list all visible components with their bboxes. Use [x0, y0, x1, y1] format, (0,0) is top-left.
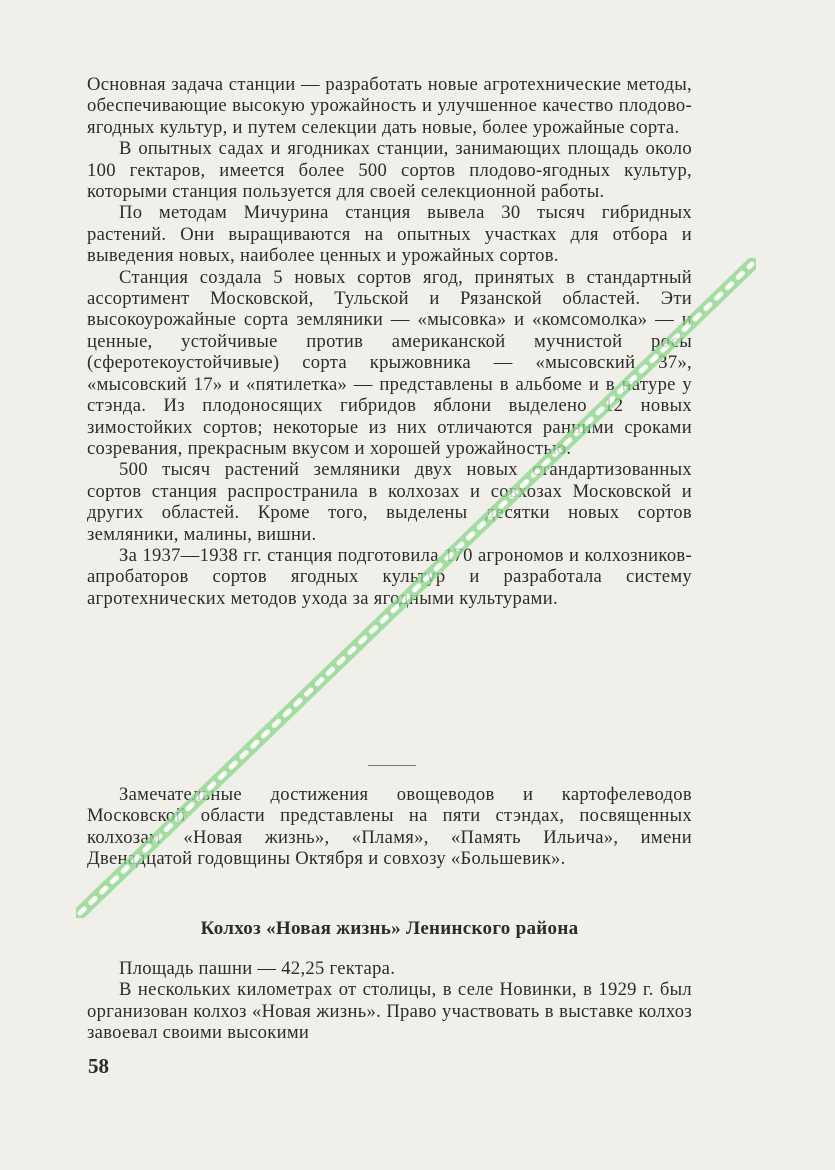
section-divider	[368, 765, 416, 766]
paragraph-strawberry-distribution: 500 тысяч растений земляники двух новых стандартизованных сортов станция распространила в колхозах и совхозах Московской и других областей. Кроме того, выделены десятки новых сортов земляники, малины, вишни.	[87, 459, 692, 545]
paragraph-michurin-methods: По методам Мичурина станция вывела 30 тысяч гибридных растений. Они выращиваются на опытных участках для отбора и выведения новых, наиболее ценных и урожайных сортов.	[87, 202, 692, 267]
paragraph-kolkhoz-history: В нескольких километрах от столицы, в селе Новинки, в 1929 г. был организован колхоз «Новая жизнь». Право участвовать в выставке колхоз завоевал своими высокими	[87, 979, 692, 1044]
paragraph-new-berry-varieties: Станция создала 5 новых сортов ягод, принятых в стандартный ассортимент Московской, Тульской и Рязанской областей. Эти высокоурожайные сорта земляники — «мысовка» и «комсомолка» — и ценные, устойчивые против американской мучнистой росы (сферотекоустойчивые) сорта крыжовника — «мысовский 37», «мысовский 17» и «пятилетка» — представлены в альбоме и в натуре у стэнда. Из плодоносящих гибридов яблони выделено 12 новых зимостойких сортов; некоторые из них отличаются ранними сроками созревания, прекрасным вкусом и хорошей урожайностью.	[87, 266, 692, 459]
paragraph-vegetable-growers: Замечательные достижения овощеводов и картофелеводов Московской области представлены на пяти стэндах, посвященных колхозам «Новая жизнь», «Пламя», «Память Ильича», имени Двенадцатой годовщины Октября и совхозу «Большевик».	[87, 784, 692, 870]
page-number: 58	[88, 1054, 109, 1078]
text-block-top	[87, 74, 692, 609]
text-block-middle	[87, 784, 692, 870]
paragraph-arable-area: Площадь пашни — 42,25 гектара.	[119, 958, 396, 979]
section-heading: Колхоз «Новая жизнь» Ленинского района	[200, 918, 579, 939]
text-block-bottom	[87, 958, 692, 1044]
paragraph-agronomists-trained: За 1937—1938 гг. станция подготовила 170 агрономов и колхозников-апробаторов сортов ягодных культур и разработала систему агротехнических методов ухода за ягодными культурами.	[87, 544, 692, 609]
paragraph-experimental-gardens: В опытных садах и ягодниках станции, занимающих площадь около 100 гектаров, имеется более 500 сортов плодово-ягодных культур, которыми станция пользуется для своей селекционной работы.	[87, 138, 692, 203]
paragraph-station-task: Основная задача станции — разработать новые агротехнические методы, обеспечивающие высокую урожайность и улучшенное качество плодово-ягодных культур, и путем селекции дать новые, более урожайные сорта.	[87, 74, 692, 138]
